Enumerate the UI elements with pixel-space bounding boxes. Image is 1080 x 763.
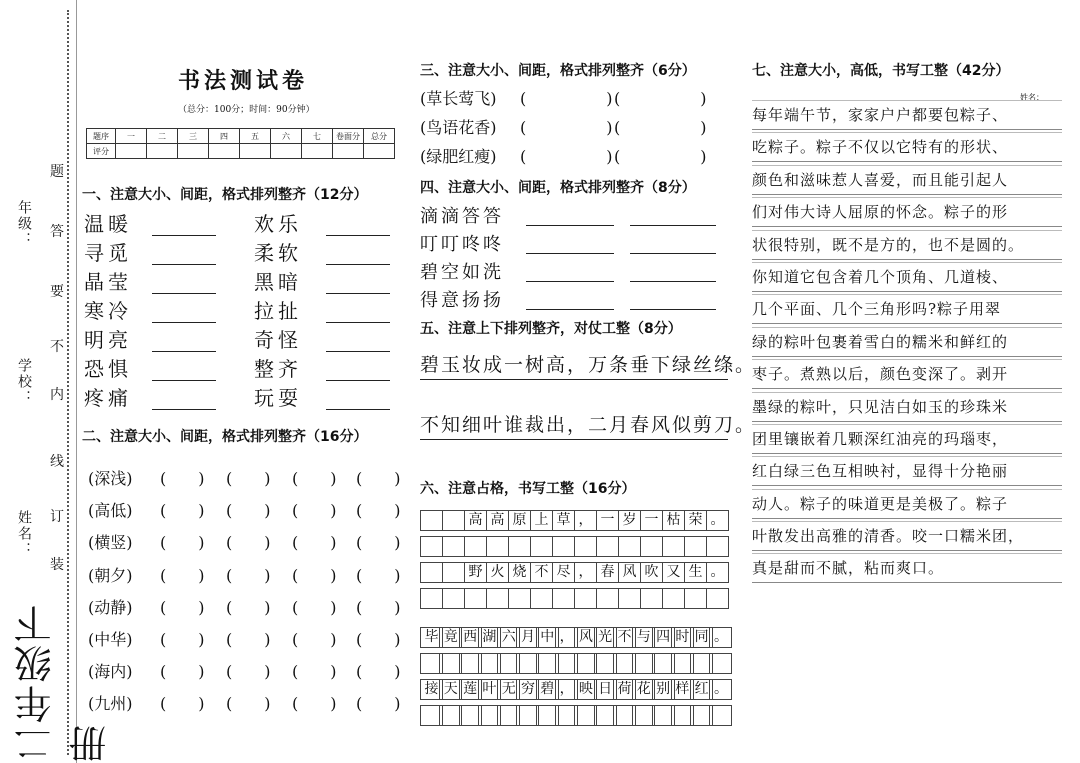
- grid-cell: 不: [530, 562, 553, 583]
- idiom: 碧空如洗: [420, 262, 504, 283]
- grid-cell: 湖: [478, 627, 501, 648]
- answer-blank: [326, 234, 390, 236]
- grid-cell: 。: [709, 679, 732, 700]
- score-row-label: 评分: [87, 144, 116, 159]
- answer-paren: ( ): [226, 533, 271, 553]
- answer-blank: [326, 408, 390, 410]
- grid-cell: 毕: [420, 627, 443, 648]
- grid-cell: [574, 588, 597, 609]
- grid-cell: 吹: [640, 562, 663, 583]
- answer-blank: [152, 379, 216, 381]
- grid-cell: 。: [709, 627, 732, 648]
- idiom: 叮叮咚咚: [420, 234, 504, 255]
- binding-char: 内: [50, 387, 64, 403]
- passage-line: 真是甜而不腻，粘而爽口。: [752, 553, 1062, 583]
- score-header-cell: 三: [178, 129, 209, 144]
- writing-line: [420, 438, 728, 440]
- answer-paren: ( ): [160, 565, 205, 585]
- answer-blank: [152, 263, 216, 265]
- grid-cell: 日: [594, 679, 617, 700]
- word-left: 寻觅: [84, 241, 132, 265]
- answer-paren: ( ): [356, 469, 401, 488]
- passage-line: 们对伟大诗人屈原的怀念。粽子的形: [752, 197, 1062, 227]
- grid-cell: 天: [439, 679, 462, 700]
- word-right: 黑暗: [254, 270, 302, 294]
- writing-line: [420, 378, 728, 380]
- answer-paren: ( ): [614, 147, 707, 166]
- item-label: (鸟语花香): [420, 118, 497, 137]
- passage-line: 状很特别，既不是方的，也不是圆的。: [752, 230, 1062, 260]
- grid-cell: 岁: [618, 510, 641, 531]
- score-header-cell: 卷面分: [333, 129, 364, 144]
- grid-cell: 竟: [439, 627, 462, 648]
- grid-row: [421, 536, 729, 557]
- grid-cell: [420, 562, 443, 583]
- grid-cell: 高: [486, 510, 509, 531]
- answer-blank: [326, 379, 390, 381]
- idiom: 得意扬扬: [420, 290, 504, 311]
- grid-cell: 四: [652, 627, 675, 648]
- word-left: 恐惧: [84, 357, 132, 381]
- answer-paren: ( ): [292, 469, 337, 488]
- grid-row: [421, 627, 730, 648]
- grid-cell: [530, 536, 553, 557]
- grid-row: [421, 562, 729, 583]
- section5-heading: 五、注意上下排列整齐，对仗工整（8分）: [420, 321, 682, 337]
- grid-cell: 高: [464, 510, 487, 531]
- word-right: 拉扯: [254, 299, 302, 323]
- word-right: 奇怪: [254, 328, 302, 352]
- word-left: 温暖: [84, 212, 132, 236]
- grid-cell: 生: [684, 562, 707, 583]
- grid-cell: [464, 536, 487, 557]
- item-label: (动静): [88, 597, 133, 617]
- grid-cell: [420, 536, 443, 557]
- item-label: (高低): [88, 501, 133, 521]
- answer-paren: ( ): [614, 118, 707, 137]
- grade-label: 年级：: [16, 200, 32, 248]
- grade-title-vertical: 二年级下册: [14, 603, 113, 763]
- score-header-cell: 四: [209, 129, 240, 144]
- answer-paren: ( ): [160, 501, 205, 521]
- grid-cell: 烧: [508, 562, 531, 583]
- grid-cell: 六: [497, 627, 520, 648]
- answer-paren: ( ): [356, 597, 401, 617]
- passage-line: 几个平面、几个三角形吗?粽子用翠: [752, 294, 1062, 324]
- answer-paren: ( ): [356, 565, 401, 585]
- grid-cell: 碧: [536, 679, 559, 700]
- grid-cell: [706, 536, 729, 557]
- word-left: 疼痛: [84, 386, 132, 410]
- grid-cell: 尽: [552, 562, 575, 583]
- grid-cell: [618, 536, 641, 557]
- word-left: 明亮: [84, 328, 132, 352]
- answer-paren: ( ): [520, 118, 613, 137]
- grid-cell: 原: [508, 510, 531, 531]
- score-header-cell: 一: [116, 129, 147, 144]
- grid-cell: [684, 536, 707, 557]
- answer-paren: ( ): [520, 89, 613, 108]
- grid-cell: 接: [420, 679, 443, 700]
- grid-cell: 光: [594, 627, 617, 648]
- grid-cell: 花: [632, 679, 655, 700]
- word-right: 整齐: [254, 357, 302, 381]
- grid-cell: [709, 653, 732, 674]
- section4-heading: 四、注意大小、间距，格式排列整齐（8分）: [420, 180, 696, 196]
- answer-blank: [526, 280, 614, 282]
- grid-cell: [684, 588, 707, 609]
- grid-cell: 样: [671, 679, 694, 700]
- grid-cell: [618, 588, 641, 609]
- grid-cell: 不: [613, 627, 636, 648]
- item-label: (草长莺飞): [420, 89, 497, 108]
- grid-cell: [442, 562, 465, 583]
- answer-blank: [326, 321, 390, 323]
- binding-char: 答: [50, 224, 64, 240]
- grid-cell: 又: [662, 562, 685, 583]
- page-subtitle: （总分：100分；时间：90分钟）: [178, 105, 315, 115]
- answer-paren: ( ): [292, 662, 337, 682]
- word-right: 玩耍: [254, 386, 302, 410]
- score-header-cell: 二: [147, 129, 178, 144]
- grid-cell: 别: [652, 679, 675, 700]
- item-label: (绿肥红瘦): [420, 147, 497, 166]
- grid-cell: [442, 588, 465, 609]
- grid-cell: [706, 588, 729, 609]
- answer-paren: ( ): [226, 501, 271, 521]
- grid-cell: [508, 588, 531, 609]
- answer-blank: [152, 408, 216, 410]
- passage-line: 枣子。煮熟以后，颜色变深了。剥开: [752, 359, 1062, 389]
- section1-heading: 一、注意大小、间距，格式排列整齐（12分）: [82, 187, 368, 203]
- score-header-cell: 五: [240, 129, 271, 144]
- passage-line: 你知道它包含着几个顶角、几道棱、: [752, 262, 1062, 292]
- passage-line: 叶散发出高雅的清香。咬一口糯米团，: [752, 521, 1062, 551]
- passage-line: 红白绿三色互相映衬，显得十分艳丽: [752, 456, 1062, 486]
- answer-paren: ( ): [226, 597, 271, 617]
- item-label: (横竖): [88, 533, 133, 553]
- grid-cell: [486, 588, 509, 609]
- grid-row: [421, 705, 730, 726]
- item-label: (九州): [88, 694, 133, 714]
- poem-line: 碧玉妆成一树高，万条垂下绿丝绦。: [420, 354, 757, 376]
- passage-line: 绿的粽叶包裹着雪白的糯米和鲜红的: [752, 327, 1062, 357]
- answer-blank: [526, 252, 614, 254]
- word-right: 欢乐: [254, 212, 302, 236]
- binding-char: 题: [50, 164, 64, 180]
- section7-name-hint: 姓名：: [1020, 93, 1044, 102]
- answer-paren: ( ): [292, 630, 337, 649]
- score-input-cell[interactable]: [271, 144, 302, 159]
- grid-cell: 草: [552, 510, 575, 531]
- grid-cell: 火: [486, 562, 509, 583]
- grid-row: [421, 510, 729, 531]
- answer-paren: ( ): [292, 565, 337, 585]
- answer-paren: ( ): [226, 469, 271, 488]
- grid-cell: 无: [497, 679, 520, 700]
- answer-paren: ( ): [160, 597, 205, 617]
- answer-blank: [526, 224, 614, 226]
- grid-cell: 西: [459, 627, 482, 648]
- passage-line: 每年端午节，家家户户都要包粽子、: [752, 100, 1062, 130]
- grid-cell: ，: [574, 510, 597, 531]
- score-table: [86, 128, 395, 159]
- grid-cell: 荷: [613, 679, 636, 700]
- grid-cell: [420, 510, 443, 531]
- answer-blank: [526, 308, 614, 310]
- word-left: 晶莹: [84, 270, 132, 294]
- answer-paren: ( ): [160, 469, 205, 488]
- answer-paren: ( ): [160, 694, 205, 714]
- grid-cell: [530, 588, 553, 609]
- answer-blank: [630, 280, 716, 282]
- score-input-cell[interactable]: [364, 144, 395, 159]
- answer-blank: [152, 292, 216, 294]
- section7-ruled-lines: [752, 100, 1062, 586]
- answer-blank: [152, 321, 216, 323]
- grid-cell: [464, 588, 487, 609]
- grid-cell: [640, 536, 663, 557]
- score-header-cell: 六: [271, 129, 302, 144]
- answer-paren: ( ): [292, 694, 337, 714]
- passage-line: 吃粽子。粽子不仅以它特有的形状、: [752, 132, 1062, 162]
- answer-paren: ( ): [356, 662, 401, 682]
- grid-row: [421, 679, 730, 700]
- answer-blank: [152, 350, 216, 352]
- answer-blank: [630, 224, 716, 226]
- grid-cell: 一: [640, 510, 663, 531]
- answer-blank: [630, 308, 716, 310]
- answer-paren: ( ): [614, 89, 707, 108]
- grid-cell: [552, 536, 575, 557]
- score-input-cell[interactable]: [147, 144, 178, 159]
- answer-paren: ( ): [160, 533, 205, 553]
- grid-cell: [420, 588, 443, 609]
- grid-cell: [442, 536, 465, 557]
- grid-cell: [442, 510, 465, 531]
- answer-paren: ( ): [226, 662, 271, 682]
- score-input-cell[interactable]: [302, 144, 333, 159]
- answer-paren: ( ): [356, 630, 401, 649]
- passage-line: 动人。粽子的味道更是美极了。粽子: [752, 489, 1062, 519]
- grid-cell: [508, 536, 531, 557]
- binding-char: 要: [50, 284, 64, 300]
- page-title: 书法测试卷: [178, 69, 309, 94]
- grid-cell: 时: [671, 627, 694, 648]
- grid-cell: 。: [706, 510, 729, 531]
- grid-cell: 中: [536, 627, 559, 648]
- idiom: 滴滴答答: [420, 206, 504, 227]
- binding-char: 订: [50, 509, 64, 525]
- grid-row: [421, 653, 730, 674]
- section3-heading: 三、注意大小、间距，格式排列整齐（6分）: [420, 63, 696, 79]
- answer-paren: ( ): [520, 147, 613, 166]
- school-label: 学校：: [16, 358, 32, 406]
- binding-char: 装: [50, 557, 64, 573]
- answer-blank: [326, 292, 390, 294]
- answer-paren: ( ): [292, 533, 337, 553]
- poem-line: 不知细叶谁裁出，二月春风似剪刀。: [420, 414, 757, 436]
- answer-paren: ( ): [226, 565, 271, 585]
- score-header-cell: 题序: [87, 129, 116, 144]
- grid-cell: [709, 705, 732, 726]
- section2-heading: 二、注意大小、间距，格式排列整齐（16分）: [82, 429, 368, 445]
- grid-cell: 与: [632, 627, 655, 648]
- score-input-cell[interactable]: [240, 144, 271, 159]
- grid-cell: [552, 588, 575, 609]
- grid-cell: 荣: [684, 510, 707, 531]
- answer-blank: [152, 234, 216, 236]
- score-input-cell[interactable]: [209, 144, 240, 159]
- grid-cell: 春: [596, 562, 619, 583]
- grid-cell: [640, 588, 663, 609]
- answer-paren: ( ): [226, 630, 271, 649]
- score-input-cell[interactable]: [116, 144, 147, 159]
- answer-paren: ( ): [226, 694, 271, 714]
- grid-row: [421, 588, 729, 609]
- grid-cell: 叶: [478, 679, 501, 700]
- score-header-cell: 总分: [364, 129, 395, 144]
- grid-cell: ，: [574, 562, 597, 583]
- grid-cell: [486, 536, 509, 557]
- answer-paren: ( ): [356, 501, 401, 521]
- grid-cell: ，: [555, 679, 578, 700]
- passage-line: 颜色和滋味惹人喜爱，而且能引起人: [752, 165, 1062, 195]
- binding-char: 不: [50, 339, 64, 355]
- grid-cell: 野: [464, 562, 487, 583]
- item-label: (中华): [88, 630, 133, 649]
- score-input-cell[interactable]: [333, 144, 364, 159]
- answer-blank: [326, 263, 390, 265]
- grid-cell: [662, 588, 685, 609]
- grid-cell: 映: [574, 679, 597, 700]
- grid-cell: 穷: [516, 679, 539, 700]
- name-label: 姓名：: [16, 510, 32, 558]
- grid-cell: [662, 536, 685, 557]
- grid-cell: 一: [596, 510, 619, 531]
- section7-heading: 七、注意大小，高低，书写工整（42分）: [752, 63, 1010, 79]
- grid-cell: ，: [555, 627, 578, 648]
- grid-cell: 。: [706, 562, 729, 583]
- answer-paren: ( ): [292, 597, 337, 617]
- answer-paren: ( ): [356, 533, 401, 553]
- answer-blank: [326, 350, 390, 352]
- word-right: 柔软: [254, 241, 302, 265]
- grid-cell: 风: [574, 627, 597, 648]
- answer-paren: ( ): [160, 662, 205, 682]
- item-label: (海内): [88, 662, 133, 682]
- grid-cell: [574, 536, 597, 557]
- grid-cell: 风: [618, 562, 641, 583]
- section6-heading: 六、注意占格，书写工整（16分）: [420, 481, 636, 497]
- passage-line: 团里镶嵌着几颗深红油亮的玛瑙枣，: [752, 424, 1062, 454]
- answer-paren: ( ): [160, 630, 205, 649]
- grid-cell: 枯: [662, 510, 685, 531]
- binding-char: 线: [50, 454, 64, 470]
- item-label: (深浅): [88, 469, 133, 488]
- score-input-cell[interactable]: [178, 144, 209, 159]
- grid-cell: [596, 536, 619, 557]
- answer-paren: ( ): [292, 501, 337, 521]
- grid-cell: 月: [516, 627, 539, 648]
- answer-blank: [630, 252, 716, 254]
- grid-cell: 红: [690, 679, 713, 700]
- item-label: (朝夕): [88, 565, 133, 585]
- score-header-cell: 七: [302, 129, 333, 144]
- answer-paren: ( ): [356, 694, 401, 714]
- passage-line: 墨绿的粽叶，只见洁白如玉的珍珠米: [752, 392, 1062, 422]
- grid-cell: 同: [690, 627, 713, 648]
- grid-cell: 莲: [459, 679, 482, 700]
- grid-cell: 上: [530, 510, 553, 531]
- grid-cell: [596, 588, 619, 609]
- word-left: 寒冷: [84, 299, 132, 323]
